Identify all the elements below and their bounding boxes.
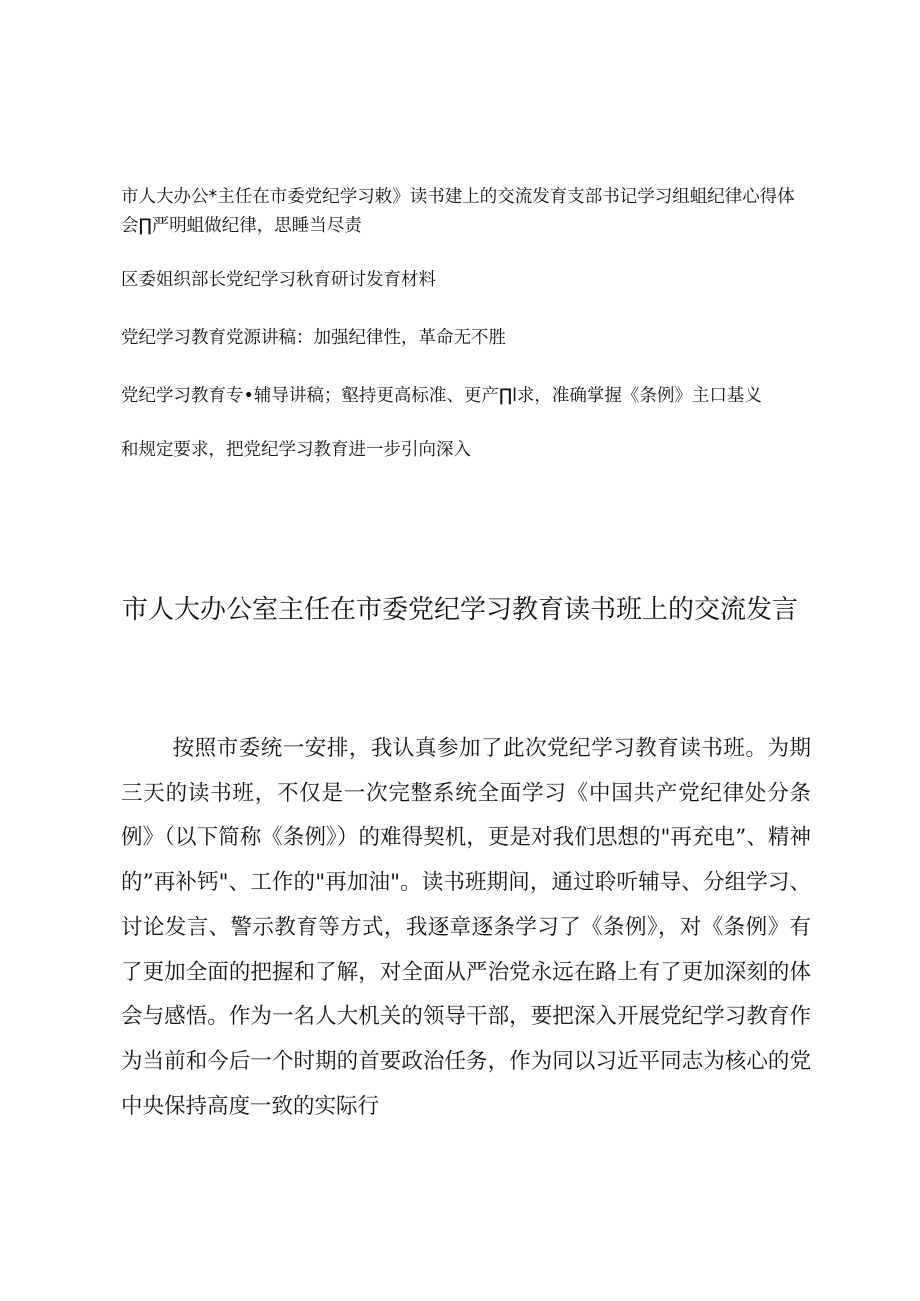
toc-item: 市人大办公*主任在市委党纪学习敕》读书建上的交流发育支部书记学习组蛆纪律心得体会∏严明蛆做纪律，思睡当尽责 — [121, 187, 795, 236]
table-of-contents — [121, 183, 811, 490]
toc-item: 和规定要求，把党纪学习教育进一步引向深入 — [121, 440, 471, 460]
toc-item: 区委姐织部长党纪学习秋育研讨发育材料 — [121, 270, 436, 290]
document-title: 市人大办公室主任在市委党纪学习教育读书班上的交流发言 — [121, 595, 798, 625]
toc-item: 党纪学习教育专•辅导讲稿；壑持更高标准、更产∏l求，准确掌握《条例》主口基义 — [121, 386, 762, 406]
body-paragraph: 按照市委统一安排，我认真参加了此次党纪学习教育读书班。为期三天的读书班，不仅是一次完整系统全面学习《中国共产党纪律处分条例》（以下简称《条例》）的难得契机，更是对我们思想的"再充电”、精神的”再补钙"、工作的"再加油"。读书班期间，通过聆听辅导、分组学习、讨论发言、警示教育等方式，我逐章逐条学习了《条例》，对《条例》有了更加全面的把握和了解，对全面从严治党永远在路上有了更加深刻的体会与感悟。作为一名人大机关的领导干部，要把深入开展党纪学习教育作为当前和今后一个时期的首要政治任务，作为同以习近平同志为核心的党中央保持高度一致的实际行 — [121, 736, 811, 1119]
toc-item: 党纪学习教育党源讲稿：加强纪律性，革命无不胜 — [121, 328, 506, 348]
